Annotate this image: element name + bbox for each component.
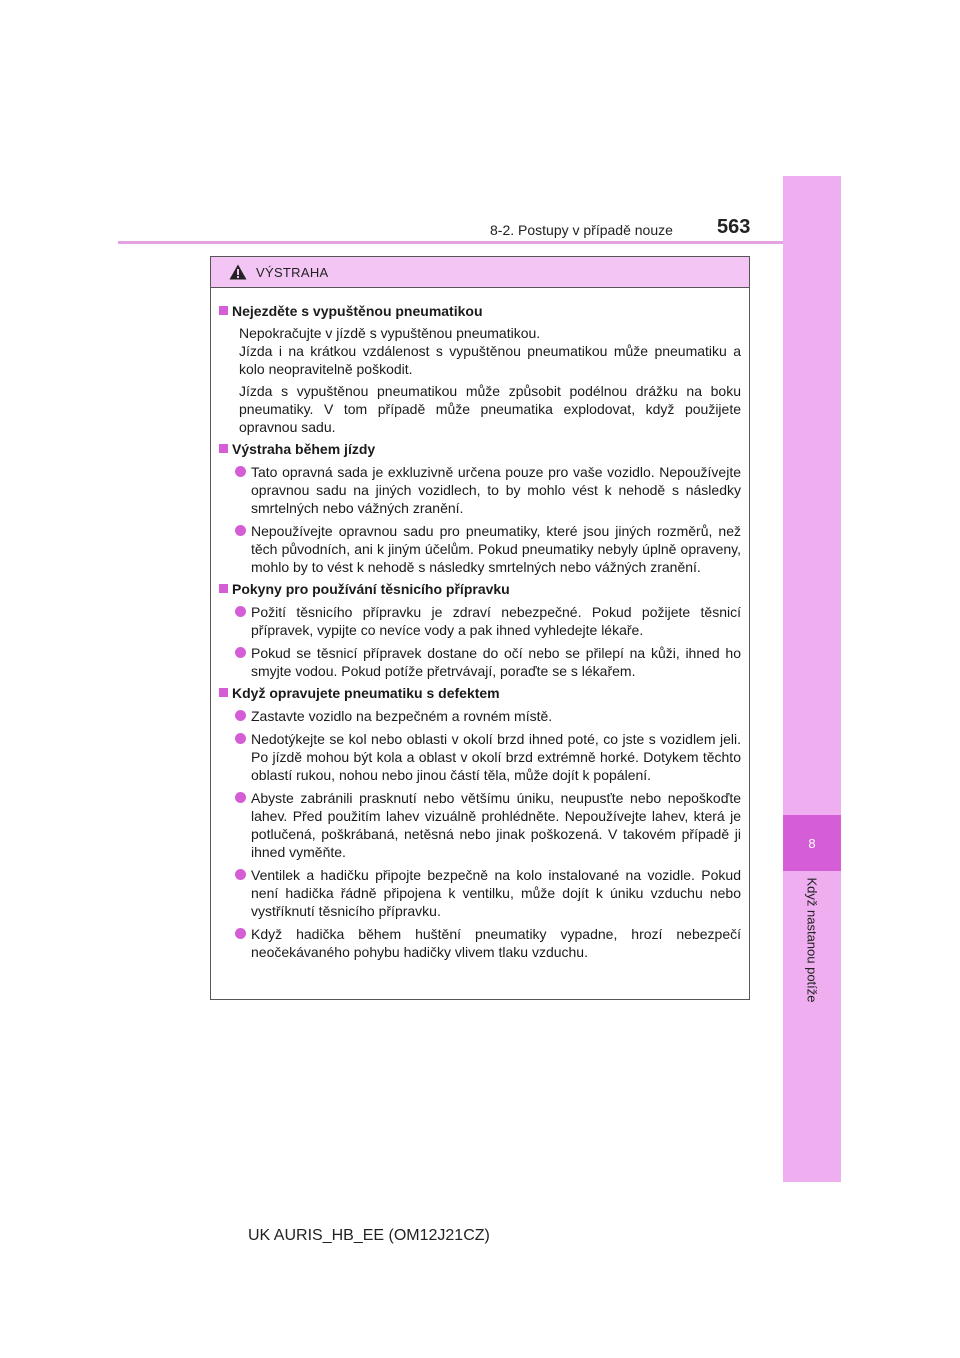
section-title: 8-2. Postupy v případě nouze — [490, 222, 673, 238]
list-item: Zastavte vozidlo na bezpečném a rovném místě. — [219, 707, 741, 725]
bullet-dot-icon — [235, 733, 246, 744]
square-bullet-icon — [219, 306, 228, 315]
list-item: Požití těsnicího přípravku je zdraví nebezpečné. Pokud požijete těsnicí přípravek, vypijte co nevíce vody a pak ihned vyhledejte lékaře. — [219, 603, 741, 639]
side-tab — [783, 176, 841, 1182]
bullet-dot-icon — [235, 869, 246, 880]
bullet-dot-icon — [235, 606, 246, 617]
header-rule — [118, 241, 783, 244]
bullet-dot-icon — [235, 928, 246, 939]
square-bullet-icon — [219, 688, 228, 697]
bullet-dot-icon — [235, 710, 246, 721]
bullet-dot-icon — [235, 466, 246, 477]
section-heading: Když opravujete pneumatiku s defektem — [219, 684, 741, 702]
page-number: 563 — [717, 216, 751, 238]
list-item: Abyste zabránili prasknutí nebo většímu úniku, neupusťte nebo nepoškoďte lahev. Před použitím lahev vizuálně prohlédněte. Nepoužívejte lahev, která je potlučená, poškrábaná, netěsná nebo jinak poškozená. V takovém případě ji ihned vyměňte. — [219, 789, 741, 861]
section-heading: Výstraha během jízdy — [219, 440, 741, 458]
list-item: Ventilek a hadičku připojte bezpečně na kolo instalované na vozidle. Pokud není hadička řádně připojena k ventilku, může dojít k úniku vzduchu nebo vystříknutí těsnicího přípravku. — [219, 866, 741, 920]
bullet-dot-icon — [235, 525, 246, 536]
document-code: UK AURIS_HB_EE (OM12J21CZ) — [248, 1227, 490, 1244]
paragraph: Nepokračujte v jízdě s vypuštěnou pneumatikou. Jízda i na krátkou vzdálenost s vypuštěnou pneumatikou může pneumatiku a kolo neopravitelně poškodit. — [239, 325, 741, 377]
section-heading: Nejezděte s vypuštěnou pneumatikou — [219, 302, 741, 320]
square-bullet-icon — [219, 584, 228, 593]
chapter-number: 8 — [783, 815, 841, 871]
warning-triangle-icon — [229, 264, 247, 280]
bullet-dot-icon — [235, 647, 246, 658]
warning-body — [211, 288, 749, 961]
warning-box — [210, 256, 750, 1000]
list-item: Nedotýkejte se kol nebo oblasti v okolí brzd ihned poté, co jste s vozidlem jeli. Po jízdě mohou být kola a oblast v okolí brzd extrémně horké. Dotykem těchto oblastí rukou, nohou nebo jinou částí těla, může dojít k popálení. — [219, 730, 741, 784]
warning-label: VÝSTRAHA — [256, 264, 329, 280]
paragraph: Jízda s vypuštěnou pneumatikou může způsobit podélnou drážku na boku pneumatiky. V tom případě může pneumatika explodovat, když použijete opravnou sadu. — [239, 383, 741, 435]
warning-header — [211, 257, 749, 288]
chapter-title: Když nastanou potíže — [804, 877, 820, 1003]
square-bullet-icon — [219, 444, 228, 453]
list-item: Pokud se těsnicí přípravek dostane do očí nebo se přilepí na kůži, ihned ho smyjte vodou. Pokud potíže přetrvávají, poraďte se s lékařem. — [219, 644, 741, 680]
bullet-dot-icon — [235, 792, 246, 803]
list-item: Tato opravná sada je exkluzivně určena pouze pro vaše vozidlo. Nepoužívejte opravnou sadu na jiných vozidlech, to by mohlo vést k nehodě s následky smrtelných nebo vážných zranění. — [219, 463, 741, 517]
section-heading: Pokyny pro používání těsnicího přípravku — [219, 580, 741, 598]
list-item: Nepoužívejte opravnou sadu pro pneumatiky, které jsou jiných rozměrů, než těch původních, ani k jiným účelům. Pokud pneumatiky nebyly úplně opraveny, mohlo by to vést k nehodě s následky smrtelných nebo vážných zranění. — [219, 522, 741, 576]
list-item: Když hadička během huštění pneumatiky vypadne, hrozí nebezpečí neočekávaného pohybu hadičky vlivem tlaku vzduchu. — [219, 925, 741, 961]
